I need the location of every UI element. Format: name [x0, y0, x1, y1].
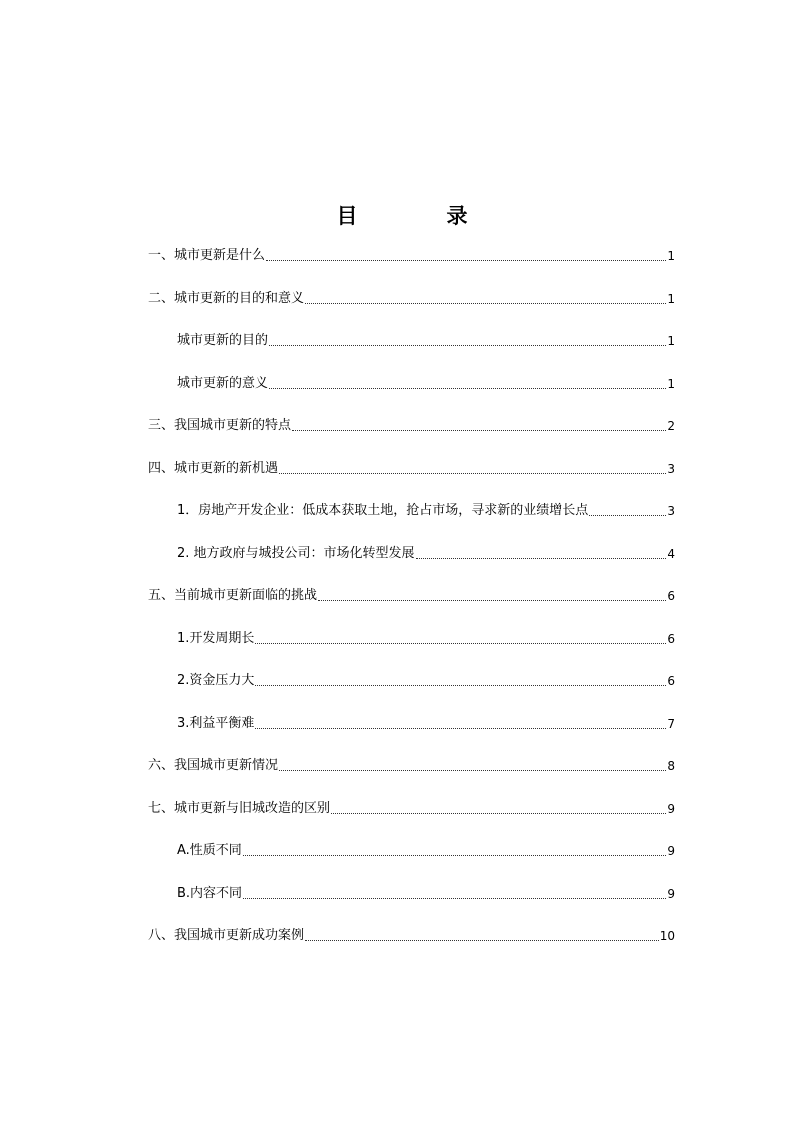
toc-entry-text: 五、当前城市更新面临的挑战 — [148, 588, 318, 603]
toc-page-number: 4 — [667, 546, 675, 561]
toc-leader-dots — [243, 884, 666, 899]
toc-entry[interactable] — [148, 884, 675, 927]
toc-page-number: 3 — [667, 504, 675, 518]
toc-leader-dots — [255, 629, 666, 644]
toc-entry[interactable] — [148, 714, 675, 757]
toc-page-number: 9 — [667, 886, 675, 901]
toc-leader-dots — [279, 756, 666, 771]
toc-entry[interactable] — [148, 671, 675, 714]
toc-page-number: 3 — [667, 461, 675, 476]
toc-page-number: 8 — [667, 759, 675, 773]
toc-page-number: 6 — [667, 674, 675, 688]
toc-entry[interactable] — [148, 416, 675, 459]
toc-entry-text: 三、我国城市更新的特点 — [148, 418, 292, 433]
toc-title: 目 录 — [336, 204, 502, 228]
toc-entry-text: 一、城市更新是什么 — [148, 248, 266, 263]
toc-leader-dots — [243, 841, 667, 856]
toc-entry-text: 1．房地产开发企业：低成本获取土地，抢占市场，寻求新的业绩增长点 — [177, 503, 589, 518]
toc-page-number: 1 — [667, 376, 675, 391]
toc-entry-text: 3.利益平衡难 — [177, 715, 255, 731]
toc-entry[interactable] — [148, 586, 675, 629]
toc-page-number: 7 — [667, 716, 675, 731]
toc-leader-dots — [416, 544, 667, 559]
toc-page-number: 6 — [667, 589, 675, 603]
toc-entry-text: 2. 地方政府与城投公司：市场化转型发展 — [177, 545, 415, 561]
toc-leader-dots — [279, 459, 666, 474]
toc-entry[interactable] — [148, 799, 675, 842]
toc-page-number: 1 — [667, 249, 675, 263]
toc-entry-text: B.内容不同 — [177, 885, 243, 901]
toc-list — [148, 246, 675, 969]
toc-page-number: 9 — [667, 801, 675, 816]
toc-entry-text: 城市更新的目的 — [177, 333, 269, 348]
toc-entry[interactable] — [148, 374, 675, 417]
toc-entry-text: A.性质不同 — [177, 843, 242, 858]
toc-entry[interactable] — [148, 289, 675, 332]
toc-page-number: 9 — [667, 844, 675, 858]
toc-leader-dots — [255, 671, 666, 686]
toc-page-number: 6 — [667, 631, 675, 646]
toc-entry[interactable] — [148, 246, 675, 289]
toc-entry[interactable] — [148, 544, 675, 587]
toc-entry-text: 城市更新的意义 — [177, 375, 269, 391]
toc-entry-text: 1.开发周期长 — [177, 630, 255, 646]
toc-entry[interactable] — [148, 331, 675, 374]
toc-leader-dots — [269, 331, 666, 346]
toc-leader-dots — [305, 926, 659, 941]
toc-page-number: 2 — [667, 419, 675, 433]
toc-entry[interactable] — [148, 756, 675, 799]
toc-page-number: 1 — [667, 291, 675, 306]
toc-entry-text: 八、我国城市更新成功案例 — [148, 928, 305, 943]
toc-leader-dots — [305, 289, 666, 304]
toc-page-number: 10 — [659, 929, 675, 943]
toc-entry[interactable] — [148, 926, 675, 969]
toc-page-number: 1 — [667, 334, 675, 348]
toc-leader-dots — [269, 374, 666, 389]
toc-entry-text: 2.资金压力大 — [177, 673, 255, 688]
toc-leader-dots — [255, 714, 666, 729]
toc-entry[interactable] — [148, 501, 675, 544]
toc-entry-text: 七、城市更新与旧城改造的区别 — [148, 800, 331, 816]
toc-leader-dots — [266, 246, 666, 261]
toc-leader-dots — [589, 501, 666, 516]
toc-entry-text: 二、城市更新的目的和意义 — [148, 290, 305, 306]
toc-leader-dots — [318, 586, 666, 601]
toc-entry-text: 四、城市更新的新机遇 — [148, 460, 279, 476]
toc-entry[interactable] — [148, 841, 675, 884]
toc-leader-dots — [331, 799, 666, 814]
toc-entry[interactable] — [148, 629, 675, 672]
toc-entry[interactable] — [148, 459, 675, 502]
toc-leader-dots — [292, 416, 666, 431]
toc-entry-text: 六、我国城市更新情况 — [148, 758, 279, 773]
